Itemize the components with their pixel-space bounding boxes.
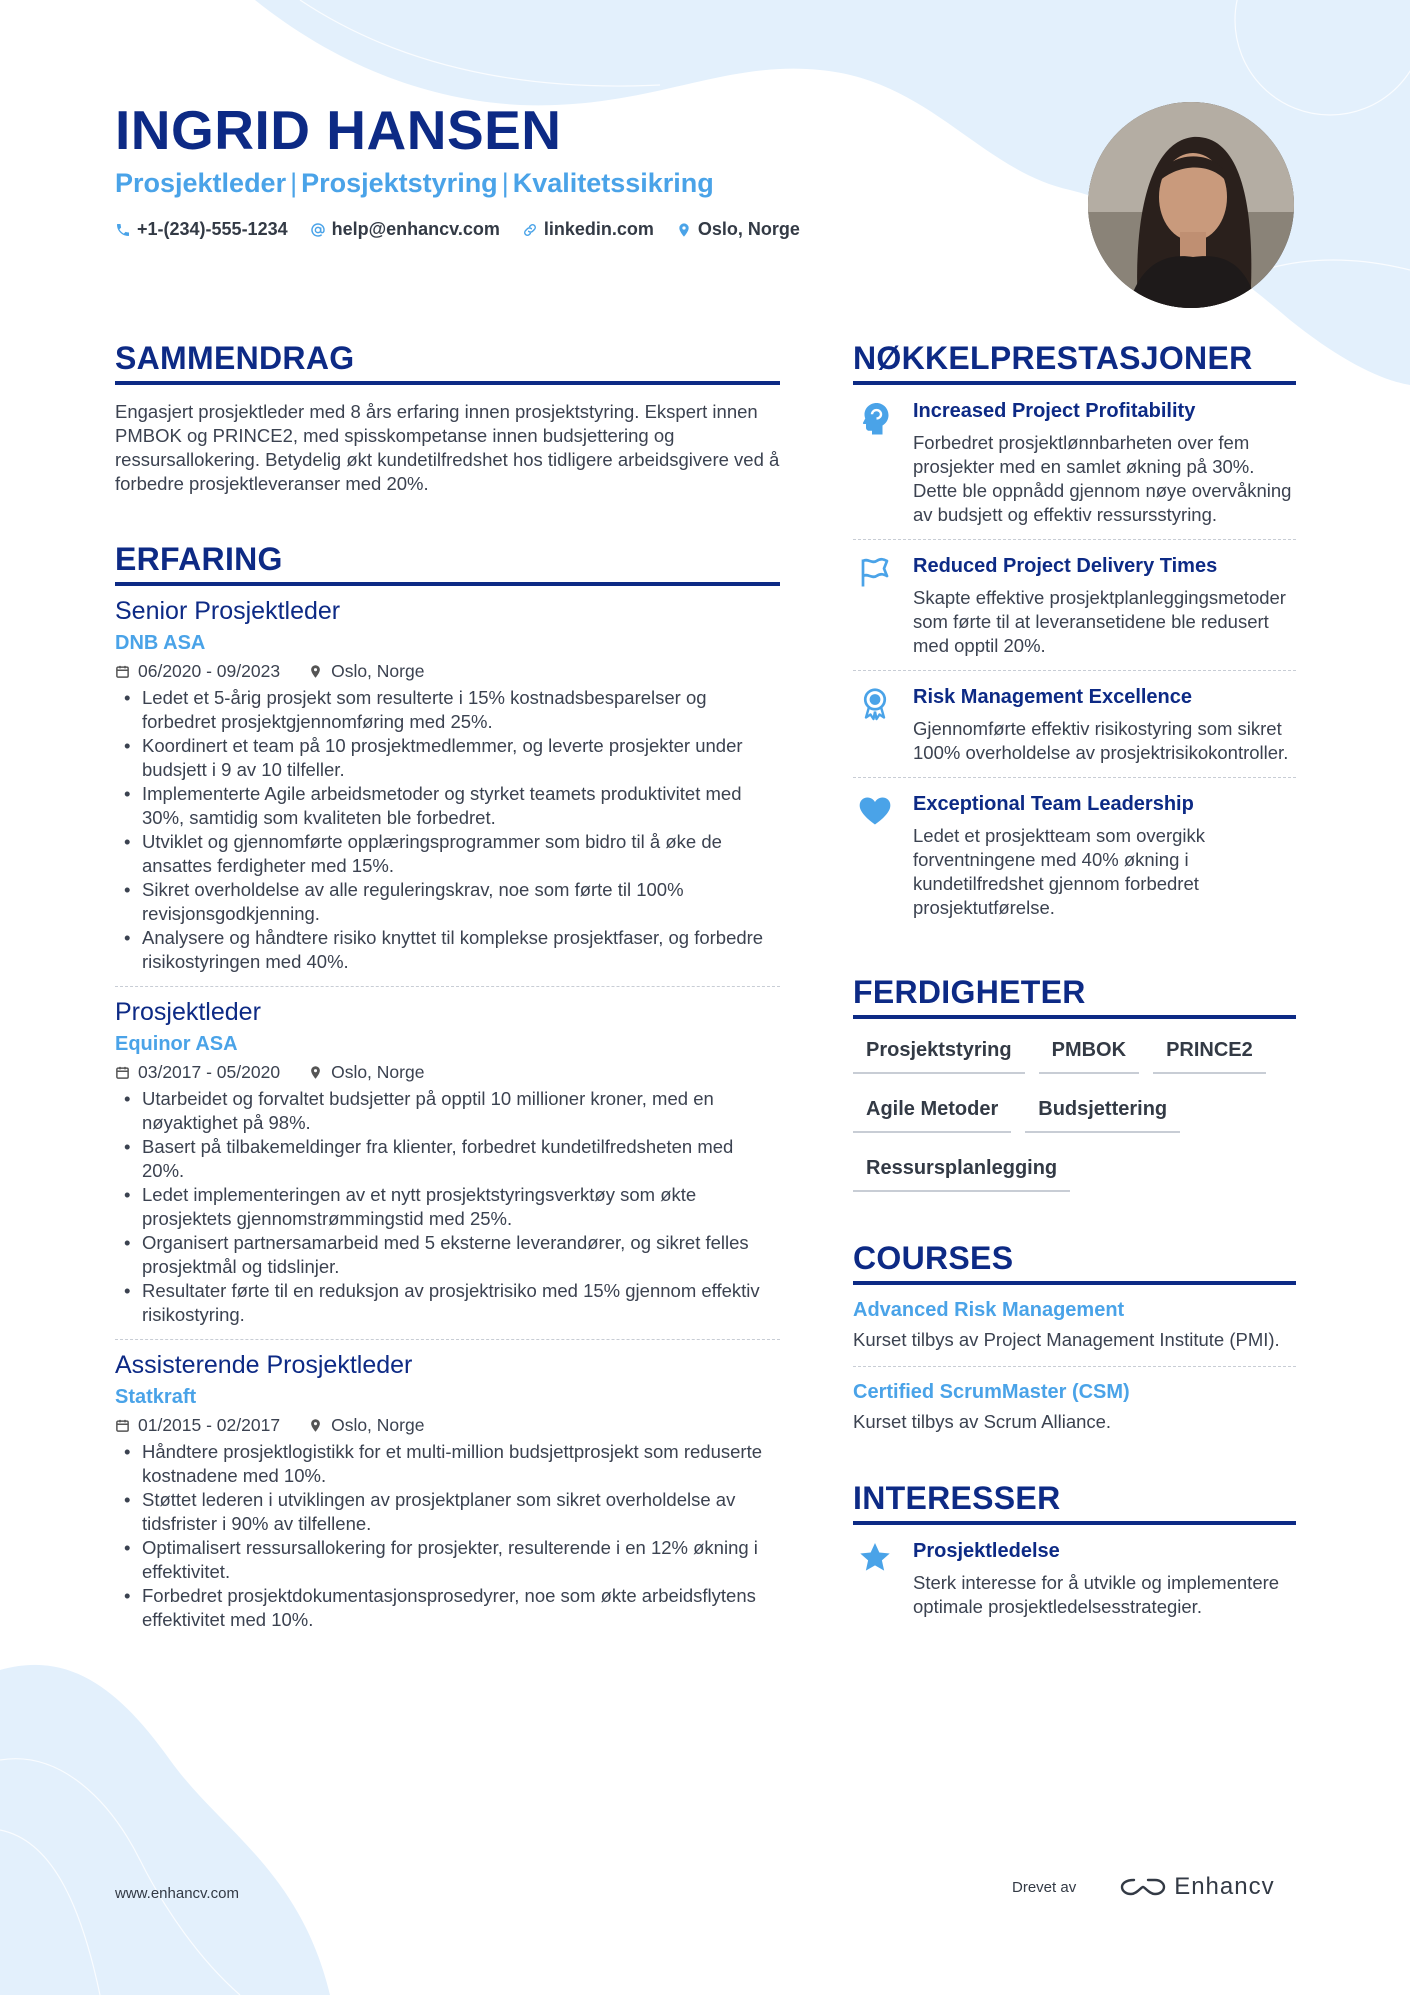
job-bullets [115, 1440, 780, 1632]
job-location [308, 1415, 424, 1436]
summary-section [115, 340, 780, 496]
achievement-item [853, 778, 1296, 932]
location-text: Oslo, Norge [697, 219, 800, 239]
job-bullets [115, 686, 780, 974]
summary-text: Engasjert prosjektleder med 8 års erfaring innen prosjektstyring. Ekspert innen PMBOK og PRINCE2, med spisskompetanse innen budsjettering og ressursallokering. Betydelig økt kundetilfredshet hos tidligere arbeidsgivere ved å forbedre prosjektleveranser med 20%. [115, 401, 780, 494]
job-bullet: • Sikret overholdelse av alle reguleringskrav, noe som førte til 100% revisjonsgodkjenning. [115, 878, 780, 926]
job-entry [115, 987, 780, 1340]
job-meta [115, 661, 780, 682]
company-name: Equinor ASA [115, 1033, 238, 1055]
calendar-icon [115, 1065, 130, 1080]
job-bullet: • Støttet lederen i utviklingen av prosjektplaner som sikret overholdelse av tidsfrister i 90% av tilfellene. [115, 1488, 780, 1536]
job-bullet: • Organisert partnersamarbeid med 5 eksterne leverandører, og sikret felles prosjektmål og tidslinjer. [115, 1231, 780, 1279]
job-location-text: Oslo, Norge [331, 1415, 425, 1435]
achievement-desc: Forbedret prosjektlønnbarheten over fem prosjekter med en samlet økning på 30%. Dette ble oppnådd gjennom nøye overvåkning av budsjett og effektiv ressursstyring. [913, 432, 1292, 525]
achievement-title: Exceptional Team Leadership [913, 793, 1194, 815]
right-column [853, 340, 1296, 1631]
job-bullet: • Analysere og håndtere risiko knyttet til komplekse prosjektfaser, og forbedre risikostyringen med 40%. [115, 926, 780, 974]
contact-location [676, 219, 800, 240]
heart-icon [853, 791, 897, 920]
skill-tag: Ressursplanlegging [853, 1147, 1070, 1192]
interests-heading: INTERESSER [853, 1480, 1296, 1525]
location-pin-icon [308, 1418, 323, 1433]
interests-section [853, 1480, 1296, 1631]
skills-heading: FERDIGHETER [853, 974, 1296, 1019]
subtitle-separator: | [501, 168, 509, 198]
phone-text: +1-(234)-555-1234 [137, 219, 288, 239]
calendar-icon [115, 1418, 130, 1433]
course-title: Certified ScrumMaster (CSM) [853, 1381, 1130, 1403]
brand-name: Enhancv [1174, 1873, 1275, 1900]
course-title: Advanced Risk Management [853, 1299, 1125, 1321]
brand-logo[interactable] [1120, 1873, 1274, 1901]
location-pin-icon [308, 664, 323, 679]
achievement-desc: Skapte effektive prosjektplanleggingsmetoder som førte til at leveransetidene ble redusert med opptil 20%. [913, 587, 1286, 656]
link-icon [522, 222, 538, 238]
job-title: Prosjektleder [115, 998, 261, 1026]
job-title: Assisterende Prosjektleder [115, 1351, 413, 1379]
contact-linkedin[interactable] [522, 219, 654, 240]
job-bullet: • Ledet et 5-årig prosjekt som resulterte i 15% kostnadsbesparelser og forbedret prosjektgjennomføring med 25%. [115, 686, 780, 734]
skill-tag: PMBOK [1039, 1029, 1139, 1074]
job-location-text: Oslo, Norge [331, 1062, 425, 1082]
skill-tag: Agile Metoder [853, 1088, 1011, 1133]
achievement-title: Increased Project Profitability [913, 400, 1196, 422]
job-entry [115, 586, 780, 987]
job-meta [115, 1415, 780, 1436]
calendar-icon [115, 664, 130, 679]
achievement-title: Risk Management Excellence [913, 686, 1193, 708]
company-name: DNB ASA [115, 632, 206, 654]
job-bullet: • Ledet implementeringen av et nytt prosjektstyringsverktøy som økte prosjektets gjennomstrømmingstid med 25%. [115, 1183, 780, 1231]
job-dates-text: 06/2020 - 09/2023 [138, 661, 281, 681]
contact-email[interactable] [310, 219, 500, 240]
profile-photo [1088, 102, 1294, 308]
interest-item [853, 1525, 1296, 1631]
location-pin-icon [676, 222, 692, 238]
job-meta [115, 1062, 780, 1083]
job-bullet: • Håndtere prosjektlogistikk for et multi-million budsjettprosjekt som reduserte kostnadene med 10%. [115, 1440, 780, 1488]
achievement-item [853, 540, 1296, 671]
medal-icon [853, 684, 897, 765]
candidate-name: INGRID HANSEN [115, 99, 562, 161]
job-bullet: • Utarbeidet og forvaltet budsjetter på opptil 10 millioner kroner, med en nøyaktighet på 98%. [115, 1087, 780, 1135]
contact-bar [115, 219, 800, 240]
footer-website[interactable]: www.enhancv.com [115, 1885, 239, 1902]
job-dates [115, 661, 280, 682]
phone-icon [115, 222, 131, 238]
skill-tag: PRINCE2 [1153, 1029, 1266, 1074]
contact-phone[interactable] [115, 219, 288, 240]
location-pin-icon [308, 1065, 323, 1080]
experience-section [115, 541, 780, 1644]
head-icon [853, 398, 897, 527]
skill-tag: Prosjektstyring [853, 1029, 1025, 1074]
subtitle-separator: | [290, 168, 298, 198]
job-dates [115, 1415, 280, 1436]
achievement-desc: Gjennomførte effektiv risikostyring som sikret 100% overholdelse av prosjektrisikokontroller. [913, 718, 1289, 763]
job-bullet: • Forbedret prosjektdokumentasjonsprosedyrer, noe som økte arbeidsflytens effektivitet med 10%. [115, 1584, 780, 1632]
job-bullet: • Resultater førte til en reduksjon av prosjektrisiko med 15% gjennom effektiv risikostyring. [115, 1279, 780, 1327]
job-dates-text: 01/2015 - 02/2017 [138, 1415, 281, 1435]
skills-section [853, 974, 1296, 1206]
powered-by-text: Drevet av [1012, 1878, 1077, 1896]
footer-branding [1012, 1873, 1275, 1901]
achievements-section [853, 340, 1296, 932]
at-icon [310, 222, 326, 238]
job-entry [115, 1340, 780, 1644]
courses-heading: COURSES [853, 1240, 1296, 1285]
interest-title: Prosjektledelse [913, 1540, 1060, 1562]
experience-heading: ERFARING [115, 541, 780, 586]
enhancv-logo-icon [1120, 1876, 1166, 1898]
flag-icon [853, 553, 897, 658]
job-location [308, 1062, 424, 1083]
achievement-desc: Ledet et prosjektteam som overgikk forventningene med 40% økning i kundetilfredshet gjennom forbedret prosjektutførelse. [913, 825, 1206, 918]
job-title: Senior Prosjektleder [115, 597, 341, 625]
achievement-item [853, 385, 1296, 540]
job-dates [115, 1062, 280, 1083]
candidate-subtitle [115, 168, 714, 199]
course-desc: Kurset tilbys av Scrum Alliance. [853, 1411, 1112, 1432]
company-name: Statkraft [115, 1386, 197, 1408]
job-bullets [115, 1087, 780, 1327]
job-location-text: Oslo, Norge [331, 661, 425, 681]
job-bullet: • Implementerte Agile arbeidsmetoder og styrket teamets produktivitet med 30%, samtidig som kvaliteten ble forbedret. [115, 782, 780, 830]
job-location [308, 661, 424, 682]
left-column [115, 340, 780, 1644]
summary-heading: SAMMENDRAG [115, 340, 780, 385]
achievement-item [853, 671, 1296, 778]
course-item [853, 1285, 1296, 1367]
job-bullet: • Koordinert et team på 10 prosjektmedlemmer, og leverte prosjekter under budsjett i 9 av 10 tilfeller. [115, 734, 780, 782]
subtitle-part: Kvalitetssikring [512, 168, 714, 198]
achievement-title: Reduced Project Delivery Times [913, 555, 1218, 577]
email-text: help@enhancv.com [331, 219, 500, 239]
skill-tag: Budsjettering [1025, 1088, 1180, 1133]
star-icon [853, 1538, 897, 1619]
job-dates-text: 03/2017 - 05/2020 [138, 1062, 281, 1082]
subtitle-part: Prosjektstyring [301, 168, 498, 198]
linkedin-text: linkedin.com [543, 219, 654, 239]
job-bullet: • Utviklet og gjennomførte opplæringsprogrammer som bidro til å øke de ansattes ferdigheter med 15%. [115, 830, 780, 878]
achievements-heading: NØKKELPRESTASJONER [853, 340, 1296, 385]
course-desc: Kurset tilbys av Project Management Institute (PMI). [853, 1329, 1280, 1350]
course-item [853, 1367, 1296, 1448]
subtitle-part: Prosjektleder [115, 168, 287, 198]
interest-desc: Sterk interesse for å utvikle og implementere optimale prosjektledelsesstrategier. [913, 1572, 1280, 1617]
courses-section [853, 1240, 1296, 1448]
job-bullet: • Basert på tilbakemeldinger fra klienter, forbedret kundetilfredsheten med 20%. [115, 1135, 780, 1183]
job-bullet: • Optimalisert ressursallokering for prosjekter, resulterende i en 12% økning i effektivitet. [115, 1536, 780, 1584]
skills-list [853, 1029, 1296, 1206]
